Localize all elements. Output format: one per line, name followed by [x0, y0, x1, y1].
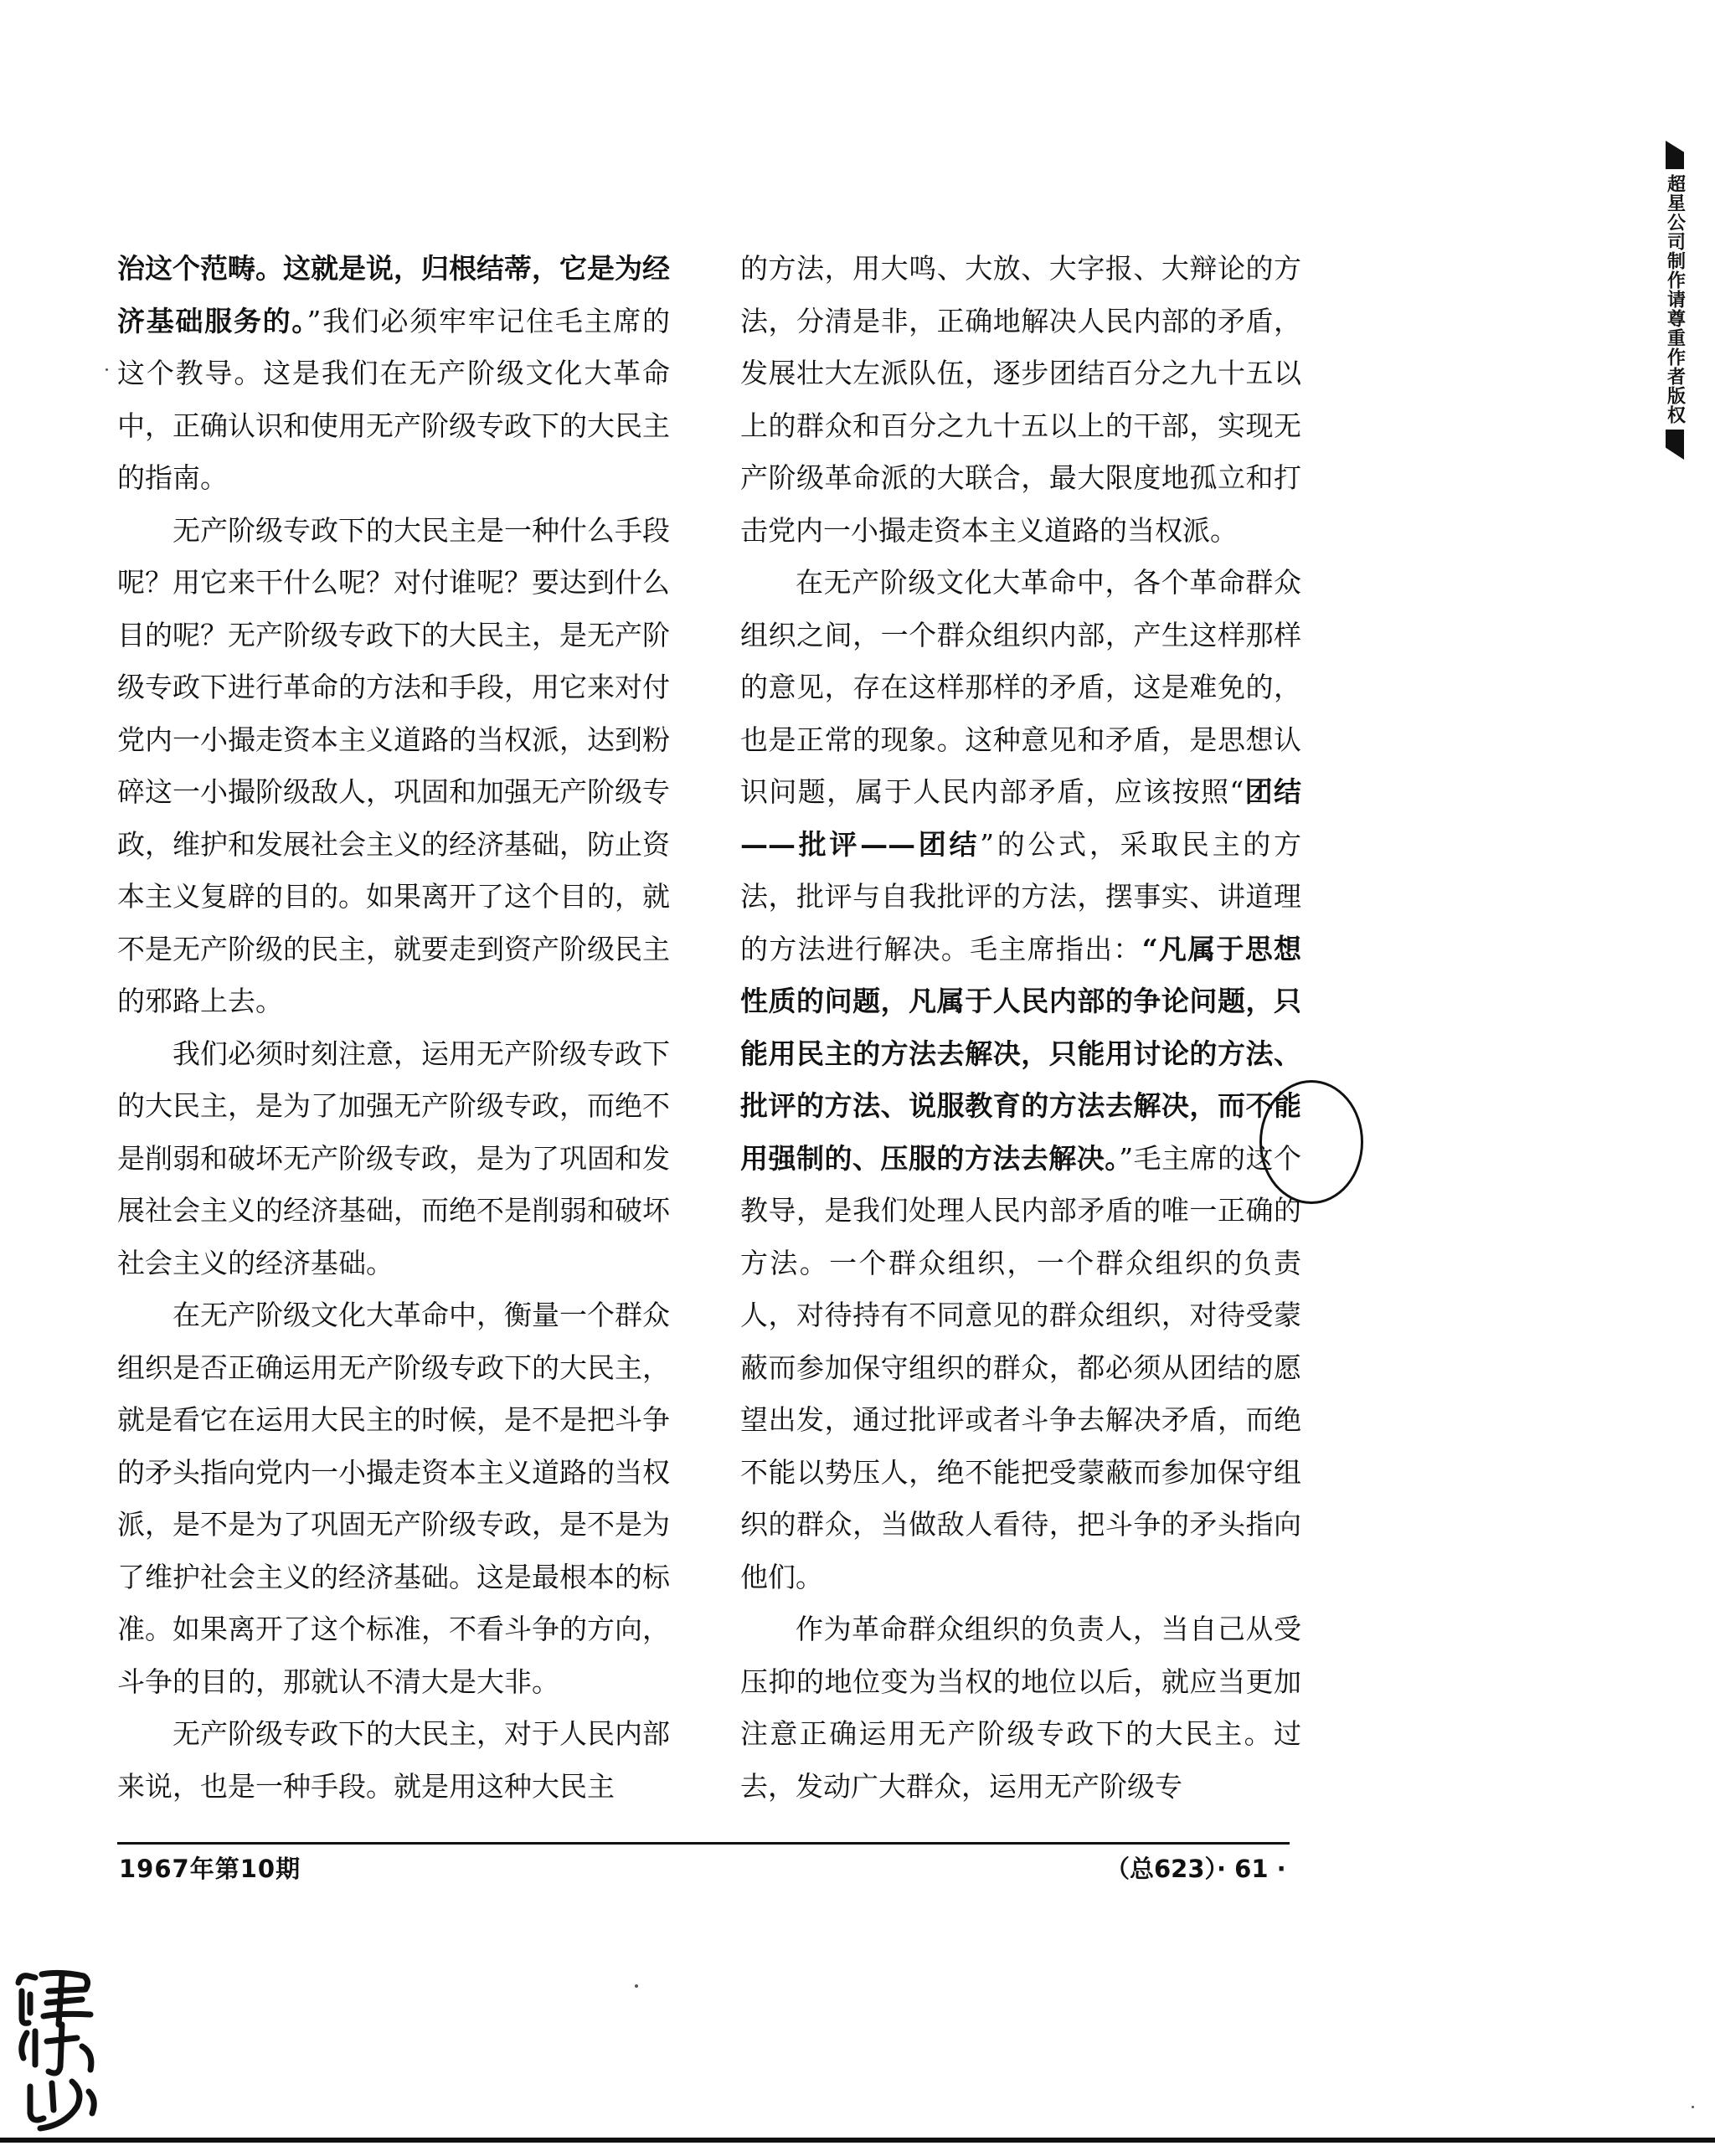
- left-paragraph-1-rest: ”我们必须牢牢记住毛主席的这个教导。这是我们在无产阶级文化大革命中，正确认识和使用无产阶级专政下的大民主的指南。: [117, 304, 671, 494]
- scan-speck: [106, 368, 108, 371]
- right-column: [740, 243, 1301, 1813]
- right-paragraph-2-part-a: 在无产阶级文化大革命中，各个革命群众组织之间，一个群众组织内部，产生这样那样的意见，存在这样那样的矛盾，这是难免的，也是正常的现象。这种意见和矛盾，是思想认识问题，属于人民内部矛盾，应该按照“: [740, 566, 1301, 808]
- left-paragraph-3: 我们必须时刻注意，运用无产阶级专政下的大民主，是为了加强无产阶级专政，而绝不是削弱和破坏无产阶级专政，是为了巩固和发展社会主义的经济基础，而绝不是削弱和破坏社会主义的经济基础。: [117, 1037, 670, 1279]
- left-paragraph-4: 在无产阶级文化大革命中，衡量一个群众组织是否正确运用无产阶级专政下的大民主，就是看它在运用大民主的时候，是不是把斗争的矛头指向党内一小撮走资本主义道路的当权派，是不是为了巩固无产阶级专政，是不是为了维护社会主义的经济基础。这是最根本的标准。如果离开了这个标准，不看斗争的方向，斗争的目的，那就认不清大是大非。: [117, 1299, 670, 1698]
- mao-quote-bold: “凡属于思想性质的问题，凡属于人民内部的争论问题，只能用民主的方法去解决，只能用讨论的方法、批评的方法、说服教育的方法去解决，而不能用强制的、压服的方法去解决。: [740, 932, 1302, 1175]
- left-paragraph-2: 无产阶级专政下的大民主是一种什么手段呢？用它来干什么呢？对付谁呢？要达到什么目的呢？无产阶级专政下的大民主，是无产阶级专政下进行革命的方法和手段，用它来对付党内一小撮走资本主义道路的当权派，达到粉碎这一小撮阶级敌人，巩固和加强无产阶级专政，维护和发展社会主义的经济基础，防止资本主义复辟的目的。如果离开了这个目的，就不是无产阶级的民主，就要走到资产阶级民主的邪路上去。: [117, 513, 670, 1017]
- hand-drawn-circle-mark: [1259, 1080, 1363, 1204]
- right-paragraph-2-part-c: ”毛主席的这个教导，是我们处理人民内部矛盾的唯一正确的方法。一个群众组织，一个群众组织的负责人，对待持有不同意见的群众组织，对待受蒙蔽而参加保守组织的群众，都必须从团结的愿望出发，通过批评或者斗争去解决矛盾，而绝不能以势压人，绝不能把受蒙蔽而参加保守组织的群众，当做敌人看待，把斗争的矛头指向他们。: [740, 1141, 1302, 1593]
- formula-bold: 团结——批评——团结: [740, 775, 1301, 861]
- page-number: （总623）· 61 ·: [1105, 1855, 1286, 1883]
- watermark-strip: [1661, 141, 1688, 460]
- right-paragraph-3: 作为革命群众组织的负责人，当自己从受压抑的地位变为当权的地位以后，就应当更加注意正确运用无产阶级专政下的大民主。过去，发动广大群众，运用无产阶级专: [740, 1613, 1301, 1803]
- left-quote-bold: 治这个范畴。这就是说，归根结蒂，它是为经济基础服务的。: [117, 252, 670, 337]
- left-paragraph-5: 无产阶级专政下的大民主，对于人民内部来说，也是一种手段。就是用这种大民主: [117, 1717, 670, 1803]
- watermark-bar-top: [1666, 141, 1684, 169]
- seal-stamp-icon: [10, 1966, 109, 2133]
- right-paragraph-2: [740, 557, 1301, 1603]
- footer-rule: [117, 1842, 1290, 1845]
- left-paragraph-1: [117, 243, 670, 505]
- watermark-bar-bottom: [1666, 430, 1684, 460]
- watermark-text: 超星公司制作请尊重作者版权: [1664, 174, 1686, 425]
- left-column: [117, 243, 670, 1813]
- seal-stamp-logo: [10, 1966, 109, 2137]
- right-paragraph-2-part-b: ”的公式，采取民主的方法，批评与自我批评的方法，摆事实、讲道理的方法进行解决。毛主席指出：: [740, 827, 1301, 965]
- scan-bottom-edge: [0, 2138, 1715, 2143]
- scan-speck: [1692, 2106, 1694, 2108]
- scan-speck: [635, 1984, 638, 1988]
- right-paragraph-1: 的方法，用大鸣、大放、大字报、大辩论的方法，分清是非，正确地解决人民内部的矛盾，发展壮大左派队伍，逐步团结百分之九十五以上的群众和百分之九十五以上的干部，实现无产阶级革命派的大联合，最大限度地孤立和打击党内一小撮走资本主义道路的当权派。: [740, 252, 1301, 547]
- issue-label: 1967年第10期: [119, 1855, 301, 1883]
